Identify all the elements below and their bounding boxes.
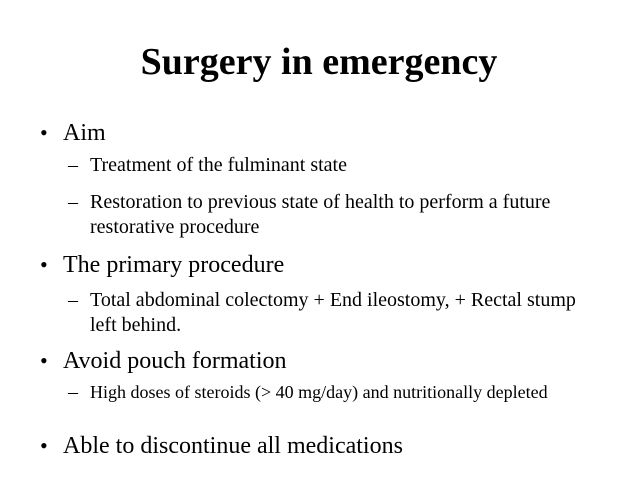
bullet-text: Able to discontinue all medications [63, 433, 403, 459]
bullet-icon: • [40, 252, 48, 277]
dash-icon: – [68, 381, 78, 403]
bullet-icon: • [40, 433, 48, 458]
sub-bullet-text: Restoration to previous state of health to perform a future restorative procedure [90, 191, 551, 238]
dash-icon: – [68, 289, 78, 311]
sub-bullet-text: Treatment of the fulminant state [90, 154, 347, 176]
slide-title: Surgery in emergency [140, 41, 498, 83]
sub-bullet-text: Total abdominal colectomy + End ileostomy, + Rectal stump left behind. [90, 289, 576, 336]
bullet-icon: • [40, 120, 48, 145]
bullet-text: Avoid pouch formation [63, 348, 287, 374]
dash-icon: – [68, 154, 78, 176]
bullet-text: The primary procedure [63, 252, 285, 278]
bullet-text: Aim [63, 120, 106, 146]
bullet-icon: • [40, 348, 48, 373]
dash-icon: – [68, 191, 78, 213]
sub-bullet-text: High doses of steroids (> 40 mg/day) and nutritionally depleted [90, 382, 548, 402]
